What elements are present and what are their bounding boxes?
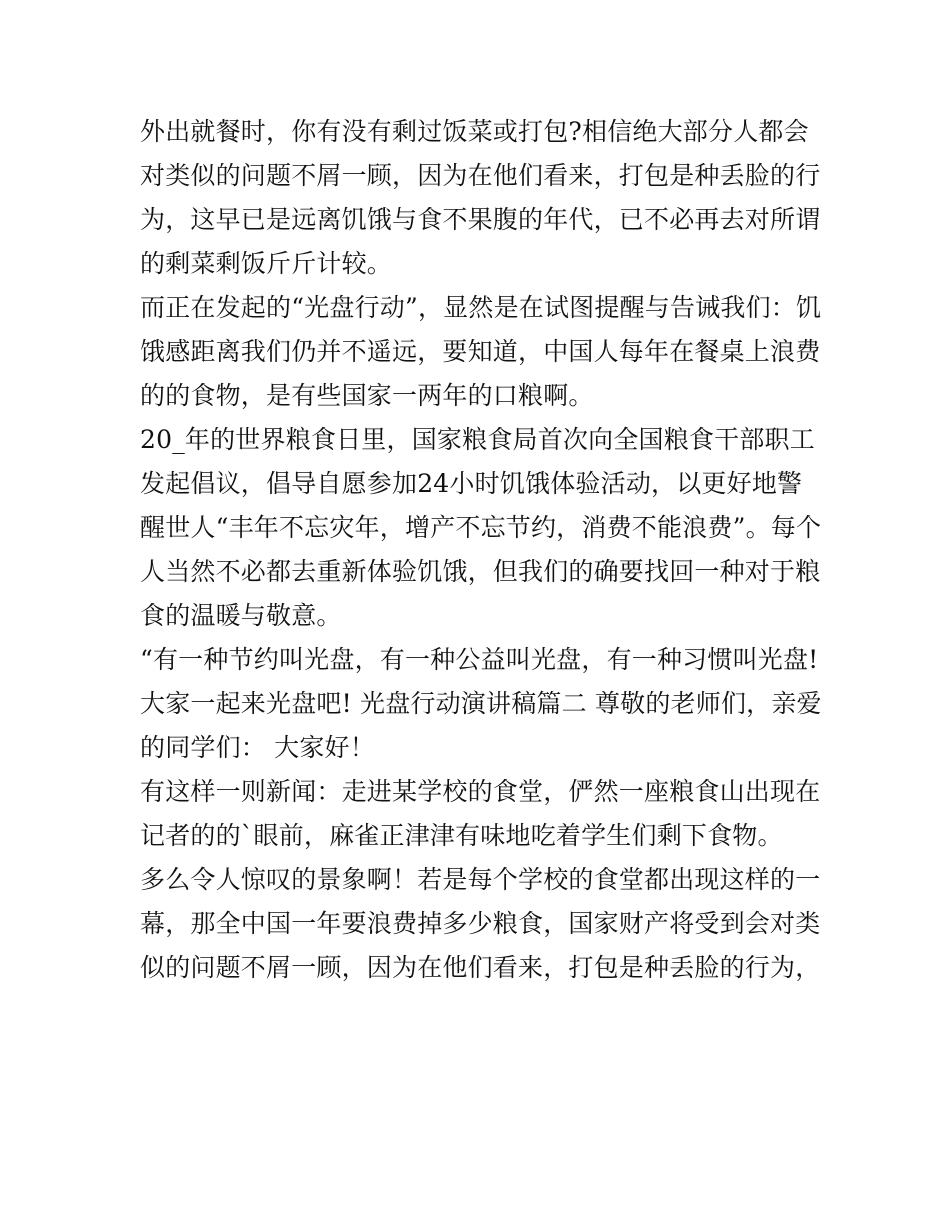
text-line-18: 多么令人惊叹的景象啊！若是每个学校的食堂都出现这样的一	[140, 865, 821, 894]
text-line-6: 饿感距离我们仍并不遥远，要知道，中国人每年在餐桌上浪费	[140, 337, 821, 366]
text-line-14: 大家一起来光盘吧! 光盘行动演讲稿篇二 尊敬的老师们，亲爱	[140, 689, 822, 718]
text-line-11: 人当然不必都去重新体验饥饿，但我们的确要找回一种对于粮	[140, 557, 821, 586]
text-line-20: 似的问题不屑一顾，因为在他们看来，打包是种丢脸的行为，	[140, 953, 821, 982]
text-line-5: 而正在发起的“光盘行动”，显然是在试图提醒与告诫我们：饥	[140, 293, 822, 322]
text-line-4: 的剩菜剩饭斤斤计较。	[140, 249, 393, 278]
text-line-16: 有这样一则新闻：走进某学校的食堂，俨然一座粮食山出现在	[140, 777, 821, 806]
text-line-3: 为，这早已是远离饥饿与食不果腹的年代，已不必再去对所谓	[140, 205, 821, 234]
text-line-15: 的同学们： 大家好！	[140, 733, 375, 762]
text-line-2: 对类似的问题不屑一顾，因为在他们看来，打包是种丢脸的行	[140, 161, 821, 190]
text-line-10: 醒世人“丰年不忘灾年，增产不忘节约，消费不能浪费”。每个	[140, 513, 822, 542]
document-body	[140, 110, 822, 990]
text-line-7: 的的食物，是有些国家一两年的口粮啊。	[140, 381, 594, 410]
text-line-13: “有一种节约叫光盘，有一种公益叫光盘，有一种习惯叫光盘!	[140, 645, 819, 674]
text-line-17: 记者的的`眼前，麻雀正津津有味地吃着学生们剩下食物。	[140, 821, 783, 850]
text-line-8: 20_年的世界粮食日里，国家粮食局首次向全国粮食干部职工	[140, 425, 815, 454]
text-line-12: 食的温暖与敬意。	[140, 601, 342, 630]
text-line-19: 幕，那全中国一年要浪费掉多少粮食，国家财产将受到会对类	[140, 909, 821, 938]
text-line-9: 发起倡议，倡导自愿参加24小时饥饿体验活动，以更好地警	[140, 469, 803, 498]
text-line-1: 外出就餐时，你有没有剩过饭菜或打包?相信绝大部分人都会	[140, 117, 809, 146]
